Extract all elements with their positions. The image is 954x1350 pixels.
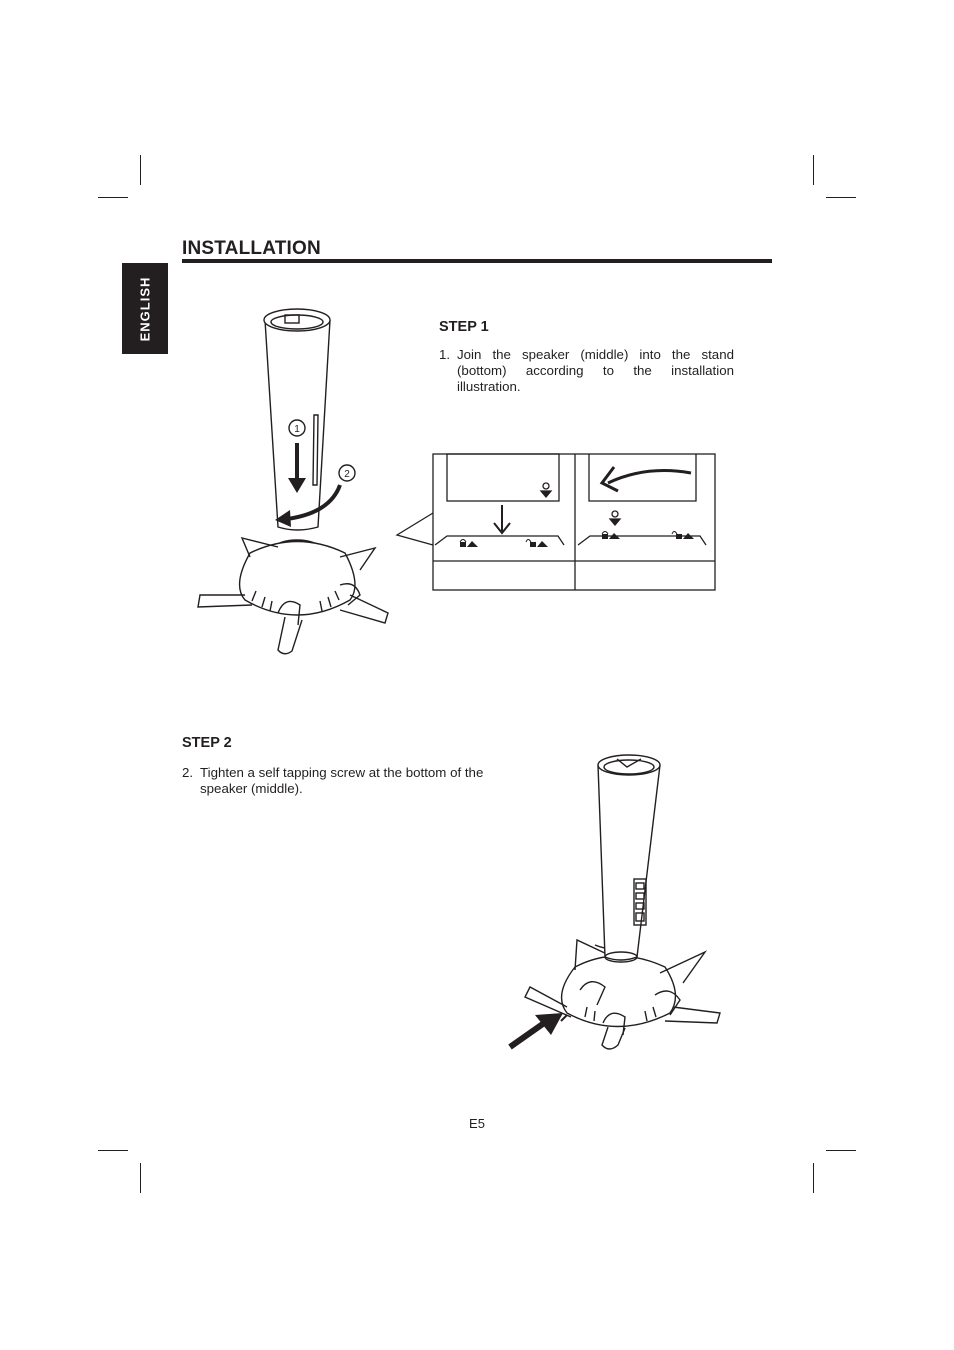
step1-instruction — [439, 347, 734, 395]
crop-mark-br-vertical — [813, 1163, 814, 1193]
step2-instruction — [182, 765, 492, 797]
crop-mark-bl-vertical — [140, 1163, 141, 1193]
step2-assembled-illustration — [505, 745, 730, 1055]
step1-text: Join the speaker (middle) into the stand (bottom) according to the installation illustration. — [457, 347, 734, 394]
step2-heading: STEP 2 — [182, 735, 232, 751]
crop-mark-tl-vertical — [140, 155, 141, 185]
title-rule — [182, 259, 772, 263]
step2-text: Tighten a self tapping screw at the bottom of the speaker (middle). — [200, 765, 484, 796]
step1-number: 1. — [439, 347, 451, 362]
crop-mark-bl-horizontal — [98, 1150, 128, 1151]
unlock-icon — [676, 534, 682, 539]
callout-2: 2 — [344, 469, 350, 480]
language-tab-label: ENGLISH — [137, 276, 153, 341]
step1-heading: STEP 1 — [439, 319, 489, 335]
page-number: E5 — [469, 1116, 485, 1131]
step2-number: 2. — [182, 765, 194, 780]
crop-mark-tr-vertical — [813, 155, 814, 185]
crop-mark-br-horizontal — [826, 1150, 856, 1151]
lock-icon — [460, 542, 466, 547]
step1-lock-detail — [396, 453, 718, 593]
lock-icon — [602, 534, 608, 539]
crop-mark-tl-horizontal — [98, 197, 128, 198]
language-tab — [122, 263, 168, 354]
section-title: INSTALLATION — [182, 238, 321, 259]
unlock-icon — [530, 542, 536, 547]
crop-mark-tr-horizontal — [826, 197, 856, 198]
step1-speaker-illustration — [190, 295, 400, 660]
callout-1: 1 — [294, 424, 300, 435]
